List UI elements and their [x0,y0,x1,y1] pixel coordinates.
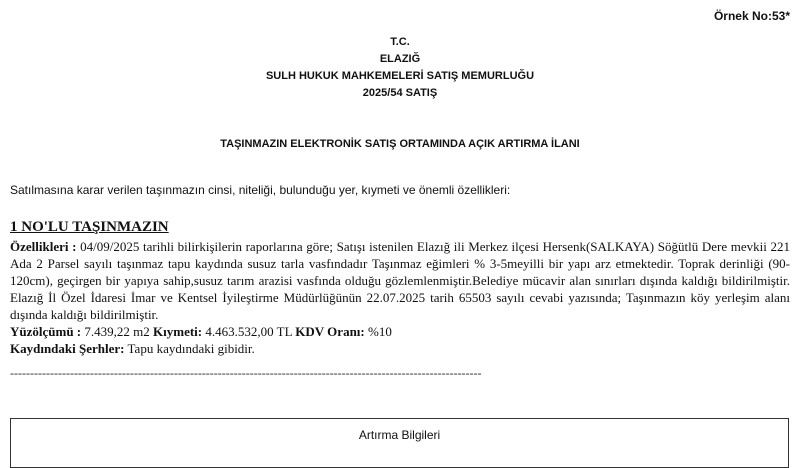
area-label: Yüzölçümü : [10,324,82,339]
header-city: ELAZIĞ [379,53,421,65]
vat-value: %10 [364,324,392,339]
property-details [10,238,790,357]
auction-info-title: Artırma Bilgileri [358,428,441,442]
document-header [0,34,800,102]
property-heading: 1 NO'LU TAŞINMAZIN [10,219,169,235]
value-label: Kıymeti: [153,324,203,339]
dashed-divider: ---------------------------------------------------------------------------------------------------------------------- [10,366,482,380]
header-office: SULH HUKUK MAHKEMELERİ SATIŞ MEMURLUĞU [265,70,535,82]
notice-title: TAŞINMAZIN ELEKTRONİK SATIŞ ORTAMINDA AÇIK ARTIRMA İLANI [220,138,580,150]
conditions-label: Kaydındaki Şerhler: [10,341,125,356]
sample-number: Örnek No:53* [713,9,790,23]
area-value: 7.439,22 m2 [81,324,154,339]
value-amount: 4.463.532,00 TL [202,324,296,339]
intro-text: Satılmasına karar verilen taşınmazın cinsi, niteliği, bulunduğu yer, kıymeti ve önemli özellikleri: [10,183,511,197]
header-case-number: 2025/54 SATIŞ [362,87,438,99]
property-features [10,238,790,323]
features-text: 04/09/2025 tarihli bilirkişilerin raporlarına göre; Satışı istenilen Elazığ ili Merkez ilçesi Hersenk(SALKAYA) Söğütlü Dere mevkii 221 Ada 2 Parsel sayılı taşınmaz tapu kaydında susuz tarla vasfındadır Taşınmaz eğimleri % 3-5meyilli bir yapı arz etmektedir. Toprak derinliği (90-120cm), geçirgen bir yapıya sahip,susuz tarım arazisi vasfında olduğu gözlemlenmiştir.Belediye mücavir alan sınırları dışında kaldığı bildirilmiştir. Elazığ İl Özel İdaresi İmar ve Kentsel İyileştirme Müdürlüğünün 22.07.2025 tarih 65503 sayılı cevabi yazısında; Taşınmazın köy yerleşim alanı dışında kaldığı bildirilmiştir. [10,239,791,322]
property-values-line [10,323,790,340]
vat-label: KDV Oranı: [295,324,365,339]
property-conditions-line [10,340,790,357]
header-tc: T.C. [390,36,410,48]
auction-info-box [10,418,789,468]
features-label: Özellikleri : [10,239,77,254]
conditions-value: Tapu kaydındaki gibidir. [124,341,255,356]
